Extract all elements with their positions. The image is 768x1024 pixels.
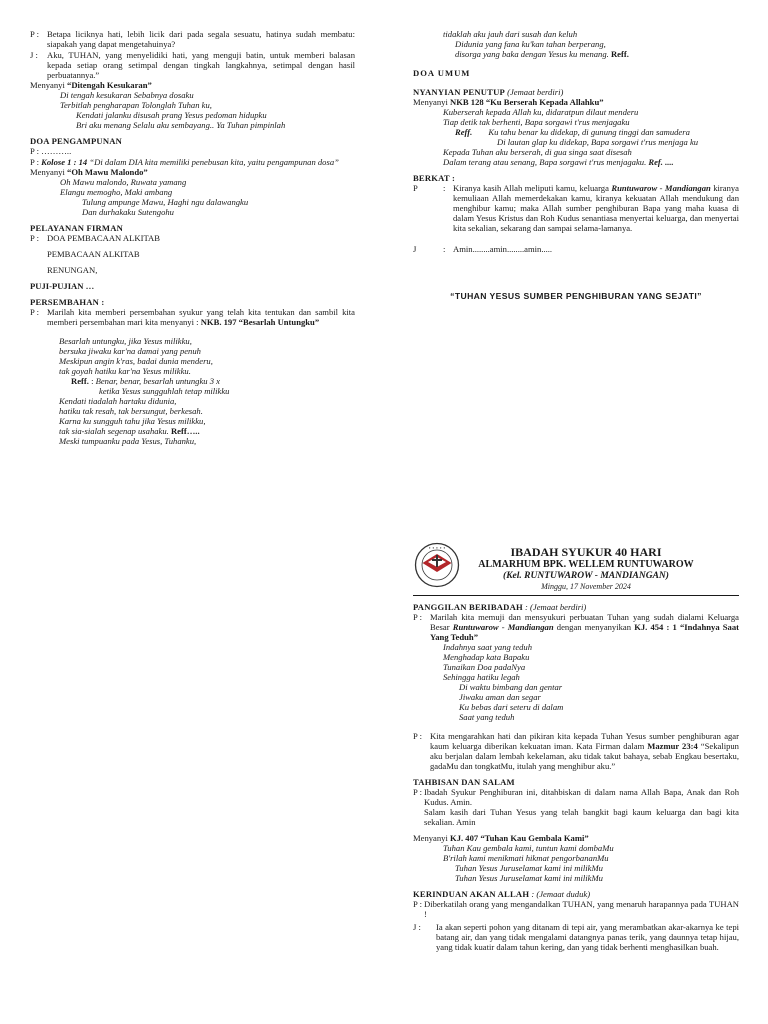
cover-subtitle: ALMARHUM BPK. WELLEM RUNTUWAROW xyxy=(478,559,694,570)
persembahan-lyrics: Besarlah untungku, jika Yesus milikku, bersuka jiwaku kar'na damai yang penuh Meskipun angin k'ras, badai dunia menderu, tak goyah hatiku kar'na Yesus milikku. Reff. : Benar, benar, besarlah untungku 3 x ketika Yesus sungguhlah tetap milikku Kendati tiadalah hartaku didunia, hatiku tak resah, tak bersungut, berkesah. Karna ku sungguh tahu jika Yesus milikku, tak sia-sialah segenap usahaku. Reff….. Meski tumpuanku pada Yesus, Tuhanku, xyxy=(30,336,355,446)
seal-logo xyxy=(414,542,460,588)
doa-pengampunan-p1: P : ……….. xyxy=(30,146,72,156)
pelayanan-firman-line3: RENUNGAN, xyxy=(47,265,98,275)
right-top-column xyxy=(413,29,739,301)
section-title-doa-umum: DOA UMUM xyxy=(413,68,471,78)
pelayanan-firman-line1: P : DOA PEMBACAAN ALKITAB xyxy=(30,233,160,243)
cover-date: Minggu, 17 November 2024 xyxy=(541,582,631,591)
tagline: “TUHAN YESUS SUMBER PENGHIBURAN YANG SEJATI” xyxy=(450,291,702,301)
church-seal-icon xyxy=(414,542,460,588)
section-title-berkat: BERKAT : xyxy=(413,173,456,183)
persembahan-p: P : Marilah kita memberi persembahan syukur yang telah kita tentukan dan sambil kita memberi persembahan mari kita menyanyi : NKB. 197 “Besarlah Untungku” xyxy=(30,307,355,327)
kerinduan-j: J : Ia akan seperti pohon yang ditanam di tepi air, yang merambatkan akar-akarnya ke tepi batang air, dan yang tidak mengalami datangnya panas terik, yang daunnya tetap hijau, yang tidak kuatir dalam tahun kering, dan yang tidak berhenti menghasilkan buah. xyxy=(413,922,739,952)
nyanyian-penutup-title: NYANYIAN PENUTUP (Jemaat berdiri) xyxy=(413,87,564,97)
tahbisan-song: Menyanyi KJ. 407 “Tuhan Kau Gembala Kami” xyxy=(413,833,589,843)
berkat-amin: J : Amin........amin........amin..... xyxy=(413,244,553,254)
nyanyian-penutup-lyrics: Kuberserah kepada Allah ku, didaratpun dilaut menderu Tiap detik tak berhenti, Bapa sorgawi t'rus menjagaku Reff. Ku tahu benar ku didekap, di gunung tinggi dan samudera Di lautan glap ku didekap, Bapa sorgawi t'rus menjaga ku Kepada Tuhan aku berserah, di gua singa saat disesah Dalam terang atau senang, Bapa sorgawi t'rus menjagaku. Ref. .... xyxy=(443,107,699,167)
continued-lyrics: tidaklah aku jauh dari susah dan keluh Didunia yang fana ku'kan tahan berperang, disorga yang baka dengan Yesus ku menang. Reff. xyxy=(443,29,629,59)
panggilan-p: P : Marilah kita memuji dan mensyukuri perbuatan Tuhan yang sudah dialami Keluarga Besar Runtuwarow - Mandiangan dengan menyanyikan KJ. 454 : 1 “Indahnya Saat Yang Teduh” xyxy=(413,612,739,642)
right-bottom-column xyxy=(413,545,739,952)
cover-family: (Kel. RUNTUWAROW - MANDIANGAN) xyxy=(503,571,669,581)
doa-pengampunan-p2: P : Kolose 1 : 14 “Di dalam DIA kita memiliki penebusan kita, yaitu pengampunan dosa” xyxy=(30,157,339,167)
cover-divider xyxy=(413,595,739,596)
nyanyian-penutup-song: Menyanyi NKB 128 “Ku Berserah Kepada Allahku” xyxy=(413,97,604,107)
svg-text:• • • • •: • • • • • xyxy=(428,545,446,551)
salam-text: Salam kasih dari Tuhan Yesus yang telah bangkit bagi kaum keluarga dan bagi kita sekalian. Amin xyxy=(424,807,739,827)
berkat-p: P : Kiranya kasih Allah meliputi kamu, keluarga Runtuwarow - Mandiangan kiranya kemuliaan Allah memerdekakan kamu, kiranya kekuatan Allah mendukung dan menghibur kamu; maka Allah sumber penghiburan Bapa yang maha kuasa di dalam Yesus Kristus dan Roh Kudus senantiasa menyertai keluarga, dan menyertai kita sekalian, sekarang dan sampai selama-lamanya. xyxy=(413,183,739,233)
opening-song: Menyanyi “Ditengah Kesukaran” xyxy=(30,80,152,90)
pelayanan-firman-line2: PEMBACAAN ALKITAB xyxy=(47,249,140,259)
tahbisan-lyrics: Tuhan Kau gembala kami, tuntun kami dombaMu B'rilah kami menikmati hikmat pengorbananMu Tuhan Yesus Juruselamat kami ini milikMu Tuhan Yesus Juruselamat kami ini milikMu xyxy=(443,843,614,883)
doa-pengampunan-lyrics: Oh Mawu malondo, Ruwata yamang Elangu memogho, Maki ambang Tulung ampunge Mawu, Haghi ngu dalawangku Dan durhakaku Sutengohu xyxy=(60,177,249,217)
section-title-tahbisan: TAHBISAN DAN SALAM xyxy=(413,777,515,787)
tahbisan-p: P : Ibadah Syukur Penghiburan ini, ditahbiskan di dalam nama Allah Bapa, Anak dan Roh Kudus. Amin. xyxy=(413,787,739,807)
kerinduan-p: P : Diberkatilah orang yang mengandalkan TUHAN, yang menaruh harapannya pada TUHAN ! xyxy=(413,899,739,919)
section-title-doa-pengampunan: DOA PENGAMPUNAN xyxy=(30,136,123,146)
puji-pujian: PUJI-PUJIAN … xyxy=(30,281,95,291)
opening-p: P : Betapa liciknya hati, lebih licik dari pada segala sesuatu, hatinya sudah membatu: siapakah yang dapat mengetahuinya? xyxy=(30,29,355,49)
panggilan-title: PANGGILAN BERIBADAH : (Jemaat berdiri) xyxy=(413,602,587,612)
cover-title: IBADAH SYUKUR 40 HARI xyxy=(510,545,662,559)
panggilan-lyrics: Indahnya saat yang teduh Menghadap kata Bapaku Tunaikan Doa padaNya Sehingga hatiku legah Di waktu bimbang dan gentar Jiwaku aman dan segar Ku bebas dari seteru di dalam Saat yang teduh xyxy=(443,642,564,722)
opening-j: J : Aku, TUHAN, yang menyelidiki hati, yang menguji batin, untuk memberi balasan kepada setiap orang setimpal dengan tingkah langkahnya, setimpal dengan hasil perbuatannya.” xyxy=(30,50,355,80)
opening-lyrics: Di tengah kesukaran Sebabnya dosaku Terbitlah pengharapan Tolonglah Tuhan ku, Kendati jalanku disusah prang Yesus pedoman hidupku Bri aku menang Selalu aku sembayang.. Ya Tuhan pimpinlah xyxy=(60,90,286,130)
doa-pengampunan-song: Menyanyi “Oh Mawu Malondo” xyxy=(30,167,148,177)
persembahan-reff: Reff. : Benar, benar, besarlah untungku 3 x xyxy=(71,376,220,386)
left-column xyxy=(30,29,355,446)
kerinduan-title: KERINDUAN AKAN ALLAH : (Jemaat duduk) xyxy=(413,889,591,899)
section-title-pelayanan-firman: PELAYANAN FIRMAN xyxy=(30,223,124,233)
panggilan-p2: P : Kita mengarahkan hati dan pikiran kita kepada Tuhan Yesus sumber penghiburan agar kaum keluarga diberikan kekuatan iman. Kata Firman dalam Mazmur 23:4 “Sekalipun aku berjalan dalam lembah kekelaman, aku tidak takut bahaya, sebab Engkau besertaku, gadaMu dan tongkatMu, itulah yang menghibur aku.” xyxy=(413,731,739,771)
section-title-persembahan: PERSEMBAHAN : xyxy=(30,297,105,307)
